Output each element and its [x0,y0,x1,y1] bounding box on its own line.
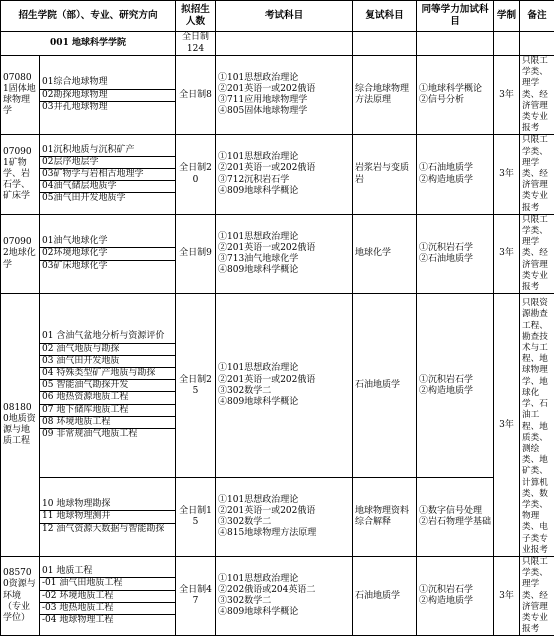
equiv-item: ②岩石物理学基础 [419,517,491,528]
major-code-name: 081800地质资源与地质工程 [1,294,40,557]
major-exams [216,56,353,135]
direction-item: -04 地球物理工程 [40,615,175,626]
major-retest: 地球物理资料综合解释 [353,478,417,557]
exam-item: ④809地球科学概论 [218,265,350,276]
direction-item: 03 油气田开发地质 [40,356,175,368]
major-equiv [417,294,494,478]
major-remark: 只限工学类、理学类、经济管理类专业报考 [520,214,554,293]
exam-item: ①101思想政治理论 [218,73,350,84]
exam-item: ①101思想政治理论 [218,232,350,243]
major-remark: 只限工学类、理学类、经济管理类专业报考 [520,556,554,635]
exam-item: ①101思想政治理论 [218,574,350,585]
direction-item: 01沉积地质与沉积矿产 [40,145,175,157]
major-row [1,214,554,293]
header-retest-subjects: 复试科目 [353,1,417,32]
exam-item: ②201英语一或202俄语 [218,506,350,517]
direction-item: 10 地球物理勘探 [40,499,175,511]
direction-item: 01综合地球物理 [40,77,175,89]
direction-item: 07 地下储库地质工程 [40,405,175,417]
exam-item: ②201英语一或202俄语 [218,375,350,386]
direction-item: 01 含油气盆地分析与资源评价 [40,331,175,343]
header-remarks: 备注 [520,1,554,32]
major-duration: 3年 [494,214,520,293]
exam-item: ③711应用地球物理学 [218,95,350,106]
equiv-item: ①沉积岩石学 [419,585,491,596]
direction-item: 11 地球物理测井 [40,511,175,523]
major-exams [216,135,353,214]
major-remark: 只限资源勘查工程、勘查技术与工程、地球物理学、地球化学、石油工程、地质类、测绘类、地矿类、计算机类、数学类、物理类、电子类专业报考 [520,294,554,557]
major-row [1,478,554,557]
exam-item: ②202俄语或204英语二 [218,585,350,596]
major-duration: 3年 [494,135,520,214]
direction-item: 03井孔地球物理 [40,102,175,113]
major-code-name: 070901矿物学、岩石学、矿床学 [1,135,40,214]
college-name: 001 地球科学学院 [1,32,176,56]
equiv-item: ①地球科学概论 [419,84,491,95]
major-remark: 只限工学类、理学类、经济管理类专业报考 [520,135,554,214]
direction-item: 06 地热资源地质工程 [40,392,175,404]
direction-item: 09 非常规油气地质工程 [40,429,175,440]
major-count: 全日制9 [176,214,216,293]
major-retest: 石油地质学 [353,294,417,478]
college-row [1,32,554,56]
header-row [1,1,554,32]
major-row [1,56,554,135]
major-directions [40,478,176,557]
major-count: 全日制15 [176,478,216,557]
exam-item: ①101思想政治理论 [218,495,350,506]
major-directions [40,214,176,293]
direction-item: 04 特殊类型矿产地质与勘探 [40,368,175,380]
major-count: 全日制8 [176,56,216,135]
direction-item: 05 智能油气勘探开发 [40,380,175,392]
direction-item: 02勘探地球物理 [40,90,175,102]
header-duration: 学制 [494,1,520,32]
direction-item: 02环境地球化学 [40,248,175,260]
direction-item: 01 地质工程 [40,566,175,578]
major-count: 全日制47 [176,556,216,635]
exam-item: ③302数学二 [218,386,350,397]
major-count: 全日制25 [176,294,216,478]
major-row [1,294,554,478]
equiv-item: ②石油地质学 [419,254,491,265]
direction-item: -01 油气田地质工程 [40,578,175,590]
major-exams [216,214,353,293]
direction-item: 08 环境地质工程 [40,417,175,429]
major-equiv [417,214,494,293]
exam-item: ③712沉积岩石学 [218,175,350,186]
equiv-item: ②构造地质学 [419,175,491,186]
major-directions [40,135,176,214]
major-retest: 综合地球物理方法原理 [353,56,417,135]
college-count: 全日制124 [176,32,216,56]
major-exams [216,294,353,478]
exam-item: ②201英语一或202俄语 [218,84,350,95]
equiv-item: ①石油地质学 [419,163,491,174]
major-row [1,135,554,214]
equiv-item: ①沉积岩石学 [419,243,491,254]
major-retest: 石油地质学 [353,556,417,635]
major-code-name: 070902地球化学 [1,214,40,293]
direction-item: -02 环境地质工程 [40,591,175,603]
direction-item: -03 地热地质工程 [40,603,175,615]
exam-item: ④815地球物理方法原理 [218,528,350,539]
exam-item: ①101思想政治理论 [218,152,350,163]
exam-item: ④805固体地球物理学 [218,106,350,117]
equiv-item: ②信号分析 [419,95,491,106]
header-plan-count: 拟招生人数 [176,1,216,32]
exam-item: ④809地球科学概论 [218,186,350,197]
major-equiv [417,135,494,214]
direction-item: 12 油气资源大数据与智能勘探 [40,524,175,535]
exam-item: ②201英语一或202俄语 [218,243,350,254]
direction-item: 04油气储层地质学 [40,181,175,193]
exam-item: ③302数学二 [218,596,350,607]
exam-item: ④809地球科学概论 [218,397,350,408]
equiv-item: ②构造地质学 [419,386,491,397]
equiv-item: ①沉积岩石学 [419,375,491,386]
major-code-name: 070801固体地球物理学 [1,56,40,135]
header-college-major-dir: 招生学院（部）、专业、研究方向 [1,1,176,32]
exam-item: ①101思想政治理论 [218,363,350,374]
direction-item: 01油气地球化学 [40,236,175,248]
major-duration: 3年 [494,294,520,557]
major-equiv [417,56,494,135]
direction-item: 02 油气地质与勘探 [40,344,175,356]
major-row [1,556,554,635]
direction-item: 02层序地层学 [40,157,175,169]
direction-item: 05油气田开发地质学 [40,193,175,204]
header-exam-subjects: 考试科目 [216,1,353,32]
major-directions [40,56,176,135]
equiv-item: ①数字信号处理 [419,506,491,517]
major-count: 全日制20 [176,135,216,214]
exam-item: ④809地球科学概论 [218,607,350,618]
major-equiv [417,556,494,635]
header-equivalent-subjects: 同等学力加试科目 [417,1,494,32]
major-equiv [417,478,494,557]
exam-item: ②201英语一或202俄语 [218,163,350,174]
exam-item: ③713油气地球化学 [218,254,350,265]
direction-item: 03矿物学与岩相古地理学 [40,169,175,181]
major-directions [40,294,176,478]
major-remark: 只限工学类、理学类、经济管理类专业报考 [520,56,554,135]
major-retest: 地球化学 [353,214,417,293]
direction-item: 03矿床地球化学 [40,261,175,272]
major-duration: 3年 [494,556,520,635]
major-retest: 岩浆岩与变质岩 [353,135,417,214]
exam-item: ③302数学二 [218,517,350,528]
major-directions [40,556,176,635]
major-duration: 3年 [494,56,520,135]
major-code-name: 085700资源与环境（专业学位） [1,556,40,635]
major-exams [216,556,353,635]
major-exams [216,478,353,557]
equiv-item: ②构造地质学 [419,596,491,607]
